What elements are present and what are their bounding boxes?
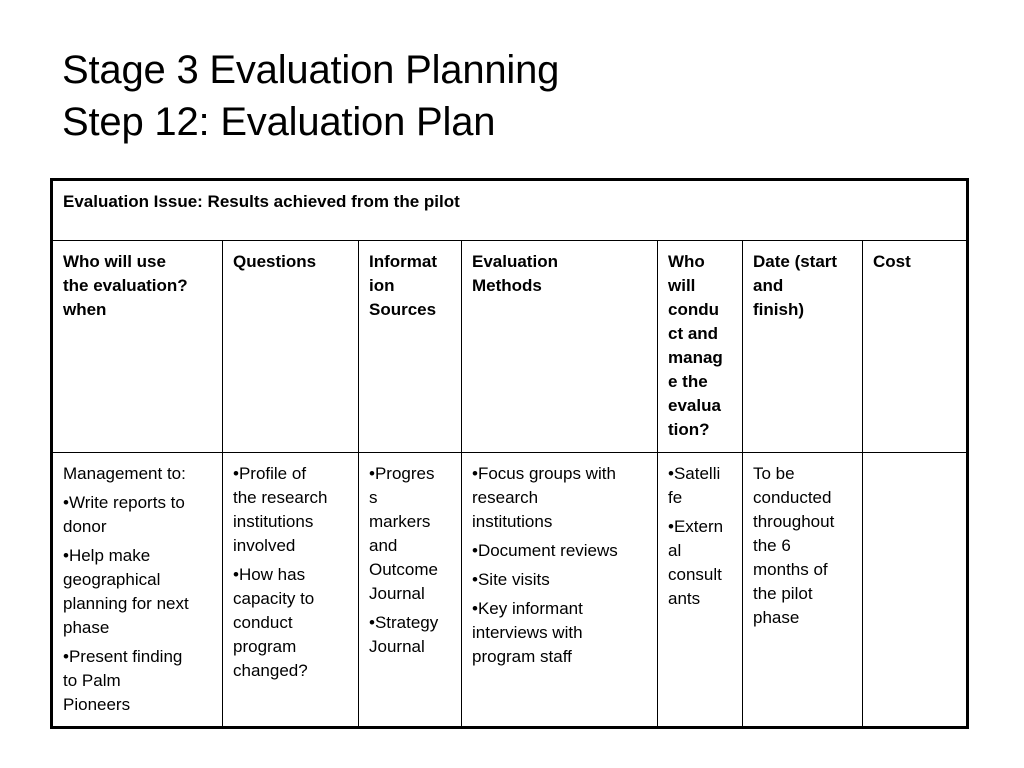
questions-item: •Profile of the research institutions involved xyxy=(233,464,328,555)
cell-date xyxy=(743,453,863,728)
date-item: To be conducted throughout the 6 months of the pilot phase xyxy=(753,464,835,627)
issue-row xyxy=(52,180,968,241)
slide-title-line-1: Stage 3 Evaluation Planning xyxy=(62,48,560,92)
cell-who xyxy=(658,453,743,728)
questions-item: •How has capacity to conduct program changed? xyxy=(233,565,315,680)
users-item: •Write reports to donor xyxy=(63,493,185,536)
header-sources: Informat ion Sources xyxy=(359,241,462,453)
body-row xyxy=(52,453,968,728)
cell-sources xyxy=(359,453,462,728)
methods-item: •Site visits xyxy=(472,570,550,589)
cell-cost xyxy=(863,453,968,728)
users-item: •Present finding to Palm Pioneers xyxy=(63,647,183,714)
users-item: Management to: xyxy=(63,464,186,483)
methods-item: •Document reviews xyxy=(472,541,618,560)
sources-item: •Progres s markers and Outcome Journal xyxy=(369,464,438,603)
cell-questions xyxy=(223,453,359,728)
header-methods: Evaluation Methods xyxy=(462,241,658,453)
header-date: Date (start and finish) xyxy=(743,241,863,453)
users-item: •Help make geographical planning for next phase xyxy=(63,546,189,637)
evaluation-issue-cell: Evaluation Issue: Results achieved from the pilot xyxy=(52,180,968,241)
who-item: •Extern al consult ants xyxy=(668,517,724,608)
header-row xyxy=(52,241,968,453)
cell-users xyxy=(52,453,223,728)
who-item: •Satelli fe xyxy=(668,464,721,507)
header-cost: Cost xyxy=(863,241,968,453)
slide-title-line-2: Step 12: Evaluation Plan xyxy=(62,100,496,144)
sources-item: •Strategy Journal xyxy=(369,613,439,656)
methods-item: •Focus groups with research institutions xyxy=(472,464,616,531)
header-questions: Questions xyxy=(223,241,359,453)
header-who: Who will condu ct and manag e the evalua tion? xyxy=(658,241,743,453)
methods-item: •Key informant interviews with program staff xyxy=(472,599,583,666)
evaluation-plan-table xyxy=(50,178,969,729)
header-users: Who will use the evaluation? when xyxy=(52,241,223,453)
cell-methods xyxy=(462,453,658,728)
slide-title xyxy=(62,44,559,148)
